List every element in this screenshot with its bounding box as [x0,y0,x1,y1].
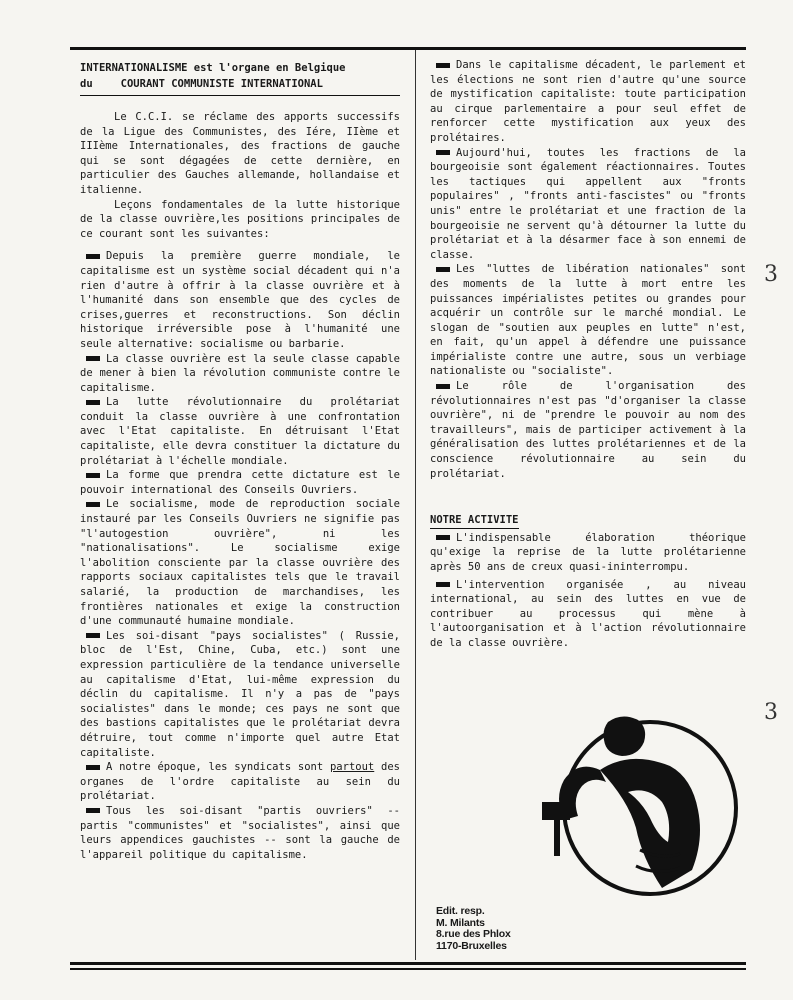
position-item: La forme que prendra cette dictature est le pouvoir international des Conseils Ouvriers. [80,469,400,496]
bullet-dash-icon [86,808,100,813]
activity-heading: NOTRE ACTIVITE [430,513,519,529]
masthead-prefix: du [80,78,93,90]
position-item: Tous les soi-disant "partis ouvriers" -- partis "communistes" et "socialistes", ainsi que leurs appendices gauchistes -- sont la gauche de l'appareil politique du capitalisme. [80,804,400,861]
publisher-credits [436,906,606,952]
bullet-dash-icon [86,400,100,405]
left-column [80,60,400,862]
bullet-dash-icon [86,633,100,638]
bullet-dash-icon [436,535,450,540]
masthead [80,60,400,96]
column-divider [415,50,416,960]
bullet-dash-icon [86,765,100,770]
top-double-rule [70,47,746,50]
position-item: Dans le capitalisme décadent, le parlement et les élections ne sont rien d'autre qu'une source de mystification capitaliste: toute participation au cirque parlementaire a pour seul effet de renforcer cette mystification aux yeux des prolétaires. [430,59,746,144]
position-item: Depuis la première guerre mondiale, le capitalisme est un système social décadent qui n'a rien d'autre à offrir à la classe ouvrière et à l'humanité dans son ensemble que des cycles de crises,guerres et reconstructions. Son déclin historique irréversible pose à l'humanité une seule alternative: socialisme ou barbarie. [80,250,400,350]
right-column [430,58,746,651]
masthead-line1: INTERNATIONALISME est l'organe en Belgique [80,62,346,74]
position-item: Le socialisme, mode de reproduction sociale instauré par les Conseils Ouvriers ne signifie pas "l'autogestion ouvrière", ni les "nationalisations". Le socialisme exige l'abolition consciente par la classe ouvrière des rapports sociaux capitalistes tels que le travail salarié, la production de marchandises, les frontières nationales et exige la construction d'une communauté humaine mondiale. [80,498,400,628]
credit-line: M. Milants [436,916,485,929]
position-item: Les soi-disant "pays socialistes" ( Russie, bloc de l'Est, Chine, Cuba, etc.) sont une expression particulière de la tendance universelle au capitalisme d'Etat, lui-même expression du déclin du capitalisme. Il n'y a pas de "pays socialistes" dans le monde; ces pays ne sont que des bastions capitalistes que le prolétariat devra détruire, tout comme n'importe quel autre Etat capitaliste. [80,629,400,759]
bullet-dash-icon [86,254,100,259]
bullet-dash-icon [86,473,100,478]
organization-name: COURANT COMMUNISTE INTERNATIONAL [120,78,323,90]
position-item: Les "luttes de libération nationales" sont des moments de la lutte à mort entre les puissances impérialistes petites ou grandes pour acquérir un contrôle sur le marché mondial. Le slogan de "soutien aux peuples en lutte" n'est, en fait, qu'un appel à défendre une puissance impérialiste contre une autre, sous un verbiage nationaliste ou "socialiste". [430,263,746,378]
position-item: A notre époque, les syndicats sont partout des organes de l'ordre capitaliste au sein du prolétariat. [80,761,400,803]
worker-hammer-illustration [540,700,740,900]
bullet-dash-icon [436,582,450,587]
credit-line: 1170-Bruxelles [436,939,507,952]
activity-item: L'intervention organisée , au niveau international, au sein des luttes en vue de contribuer au processus qui mène à l'autoorganisation et à l'action révolutionnaire de la classe ouvrière. [430,578,746,649]
bottom-rule [70,968,746,970]
masthead-line2 [80,76,400,96]
position-item: La classe ouvrière est la seule classe capable de mener à bien la révolution communiste contre le capitalisme. [80,352,400,394]
bullet-dash-icon [436,384,450,389]
bullet-dash-icon [86,502,100,507]
binding-hole-mark: 3 [764,262,778,287]
credit-line: 8.rue des Phlox [436,928,511,940]
position-item: Le rôle de l'organisation des révolutionnaires n'est pas "d'organiser la classe ouvrière", ni de "prendre le pouvoir au nom des travailleurs", mais de participer activement à la généralisation des luttes prolétariennes et de la conscience révolutionnaire au sein du prolétariat. [430,380,746,480]
bullet-dash-icon [436,150,450,155]
activity-item: L'indispensable élaboration théorique qu'exige la reprise de la lutte prolétarienne après 50 ans de creux quasi-ininterrompu. [430,531,746,573]
bullet-dash-icon [436,267,450,272]
intro-paragraph-1: Le C.C.I. se réclame des apports successifs de la Ligue des Communistes, des Iére, IIème et IIIème Internationales, des fractions de gauche qui se sont dégagées de cette dernière, en particulier des Gauches allemande, hollandaise et italienne. [80,111,400,196]
underlined-word: partout [329,761,375,774]
bullet-dash-icon [86,356,100,361]
bottom-rule [70,962,746,965]
credit-line: Edit. resp. [436,905,485,917]
bullet-dash-icon [436,63,450,68]
intro-paragraph-2: Leçons fondamentales de la lutte historique de la classe ouvrière,les positions principales de ce courant sont les suivantes: [80,198,400,240]
position-item: Aujourd'hui, toutes les fractions de la bourgeoisie sont également réactionnaires. Toutes les tactiques qui appellent aux "fronts populaires" , "fronts anti-fascistes" ou "fronts unis" entre le prolétariat et une fraction de la bourgeoisie ne servent qu'à détourner la lutte du prolétariat et à la désarmer face à son ennemi de classe. [430,146,746,261]
position-item: La lutte révolutionnaire du prolétariat conduit la classe ouvrière à une confrontation avec l'Etat capitaliste. En détruisant l'Etat capitaliste, elle devra constituer la dictature du prolétariat à l'échelle mondiale. [80,396,400,467]
binding-hole-mark: 3 [764,700,778,725]
